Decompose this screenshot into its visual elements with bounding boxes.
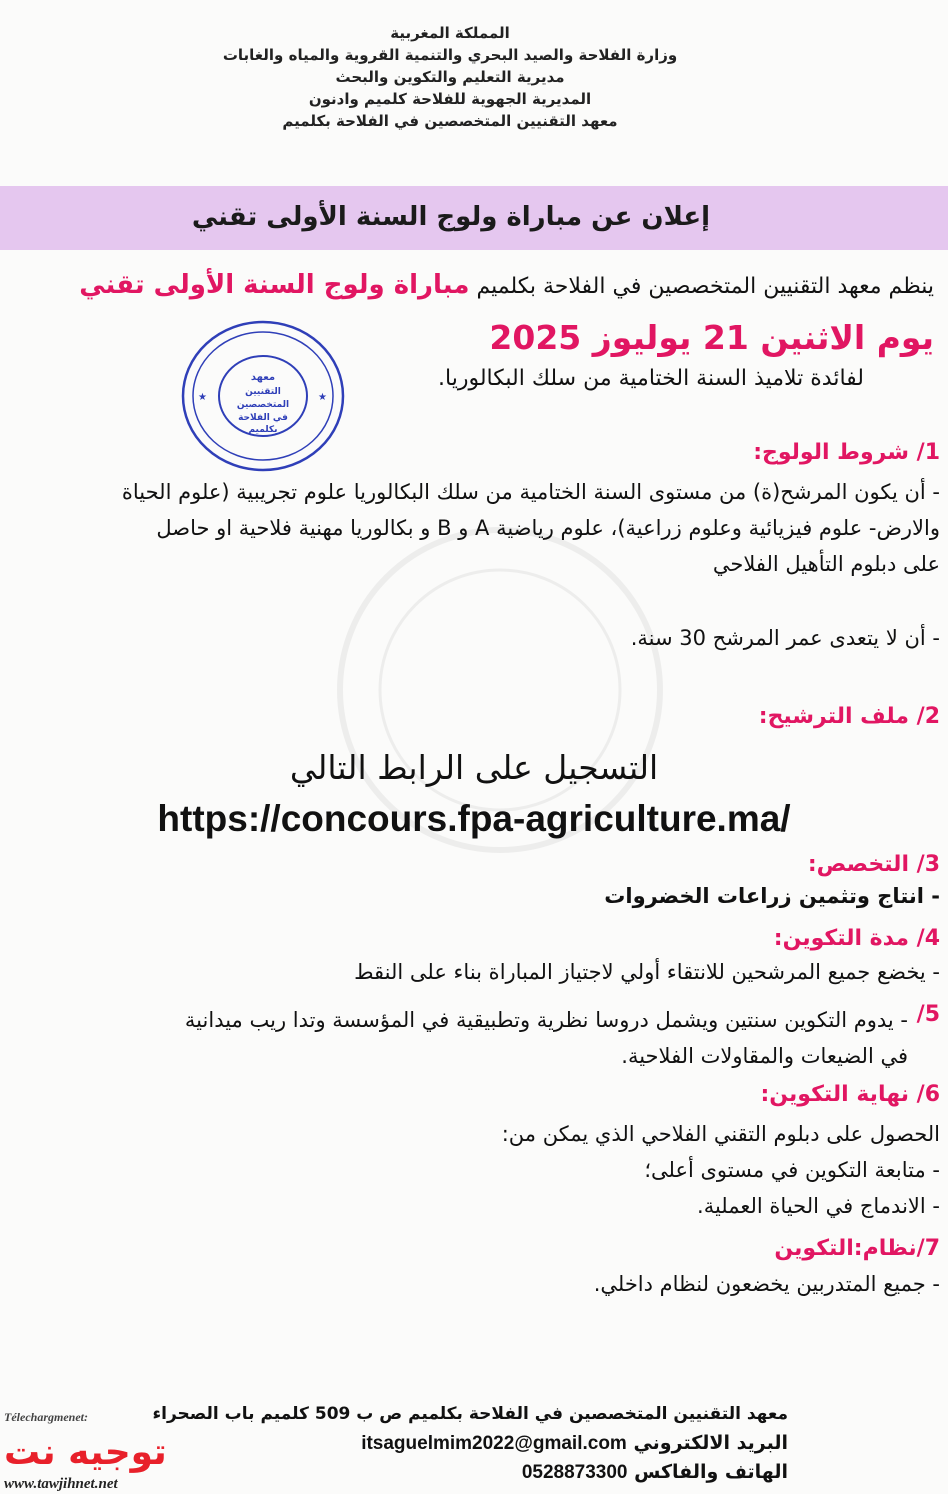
section-5-number: 5/ <box>916 1002 940 1027</box>
email-label: البريد الالكتروني <box>633 1432 788 1454</box>
section-6-title: 6/ نهاية التكوين: <box>760 1082 940 1107</box>
svg-text:في الفلاحة: في الفلاحة <box>238 413 288 423</box>
footer-contact <box>152 1400 788 1487</box>
svg-text:المتخصصين: المتخصصين <box>236 400 290 410</box>
footer-email-row <box>152 1429 788 1458</box>
header-line: معهد التقنيين المتخصصين في الفلاحة بكلميم <box>282 112 618 130</box>
section-1-conditions <box>10 474 940 582</box>
brand-logo-text: توجيه نت <box>4 1432 167 1473</box>
svg-text:★: ★ <box>318 392 327 403</box>
section-7-title: 7/نظام:التكوين <box>774 1236 940 1261</box>
announcement-banner <box>0 186 948 250</box>
duration-line: - يدوم التكوين سنتين ويشمل دروسا نظرية وتطبيقية في المؤسسة وتدا ريب ميدانية <box>184 1008 908 1032</box>
official-stamp-icon <box>178 316 348 476</box>
footer-address: معهد التقنيين المتخصصين في الفلاحة بكلميم ص ب 509 كلميم باب الصحراء <box>152 1404 788 1424</box>
phone-label: الهاتف والفاكس <box>634 1461 788 1483</box>
site-url[interactable]: www.tawjihnet.net <box>4 1476 118 1492</box>
phone-number: 0528873300 <box>521 1462 628 1483</box>
svg-text:★: ★ <box>198 392 207 403</box>
intro-line <box>79 270 934 300</box>
ministry-header <box>200 22 700 132</box>
specialty-item: - انتاج وتثمين زراعات الخضروات <box>604 884 940 908</box>
svg-text:بكلميم: بكلميم <box>248 425 278 435</box>
footer-phone-row <box>152 1458 788 1487</box>
header-line: مديرية التعليم والتكوين والبحث <box>335 68 565 86</box>
tawjihnet-watermark <box>0 1410 200 1494</box>
duration-line: في الضيعات والمقاولات الفلاحية. <box>621 1044 908 1068</box>
header-line: وزارة الفلاحة والصيد البحري والتنمية القروية والمياه والغابات <box>222 46 678 64</box>
beneficiaries: لفائدة تلاميذ السنة الختامية من سلك البكالوريا. <box>438 366 864 391</box>
training-end-text <box>502 1116 940 1224</box>
intro-highlight: مباراة ولوج السنة الأولى تقني <box>79 270 470 300</box>
condition-line: على دبلوم التأهيل الفلاحي <box>712 552 940 576</box>
registration-text: التسجيل على الرابط التالي <box>289 748 659 787</box>
download-label: Télechargmenet: <box>4 1410 88 1424</box>
system-item: - جميع المتدربين يخضعون لنظام داخلي. <box>593 1272 940 1296</box>
announcement-title: إعلان عن مباراة ولوج السنة الأولى تقني <box>191 202 710 232</box>
condition-line: - أن يكون المرشح(ة) من مستوى السنة الختامية من سلك البكالوريا علوم تجريبية (علوم الحياة <box>121 480 940 504</box>
header-line: المملكة المغربية <box>390 24 510 42</box>
exam-date: يوم الاثنين 21 يوليوز 2025 <box>489 318 934 357</box>
section-2-title: 2/ ملف الترشيح: <box>758 704 940 729</box>
training-end-item: - الاندماج في الحياة العملية. <box>697 1194 940 1218</box>
section-1-title: 1/ شروط الولوج: <box>753 440 940 465</box>
intro-prefix: ينظم معهد التقنيين المتخصصين في الفلاحة بكلميم <box>476 274 934 299</box>
section-3-title: 3/ التخصص: <box>807 852 940 877</box>
header-line: المديرية الجهوية للفلاحة كلميم وادنون <box>308 90 592 108</box>
duration-text <box>185 1002 908 1074</box>
training-end-intro: الحصول على دبلوم التقني الفلاحي الذي يمكن من: <box>501 1122 940 1146</box>
training-end-item: - متابعة التكوين في مستوى أعلى؛ <box>644 1158 940 1182</box>
registration-link[interactable]: https://concours.fpa-agriculture.ma/ <box>157 798 791 839</box>
svg-text:معهد: معهد <box>250 372 276 383</box>
selection-item: - يخضع جميع المرشحين للانتقاء أولي لاجتياز المباراة بناء على النقط <box>354 960 940 984</box>
condition-line: والارض- علوم فيزيائية وعلوم زراعية)، علوم رياضية A و B و بكالوريا مهنية فلاحية او حاصل <box>156 516 940 540</box>
age-condition: - أن لا يتعدى عمر المرشح 30 سنة. <box>630 626 940 650</box>
email-address[interactable]: itsaguelmim2022@gmail.com <box>361 1433 627 1454</box>
section-4-title: 4/ مدة التكوين: <box>773 926 940 951</box>
svg-text:التقنيين: التقنيين <box>245 387 281 397</box>
